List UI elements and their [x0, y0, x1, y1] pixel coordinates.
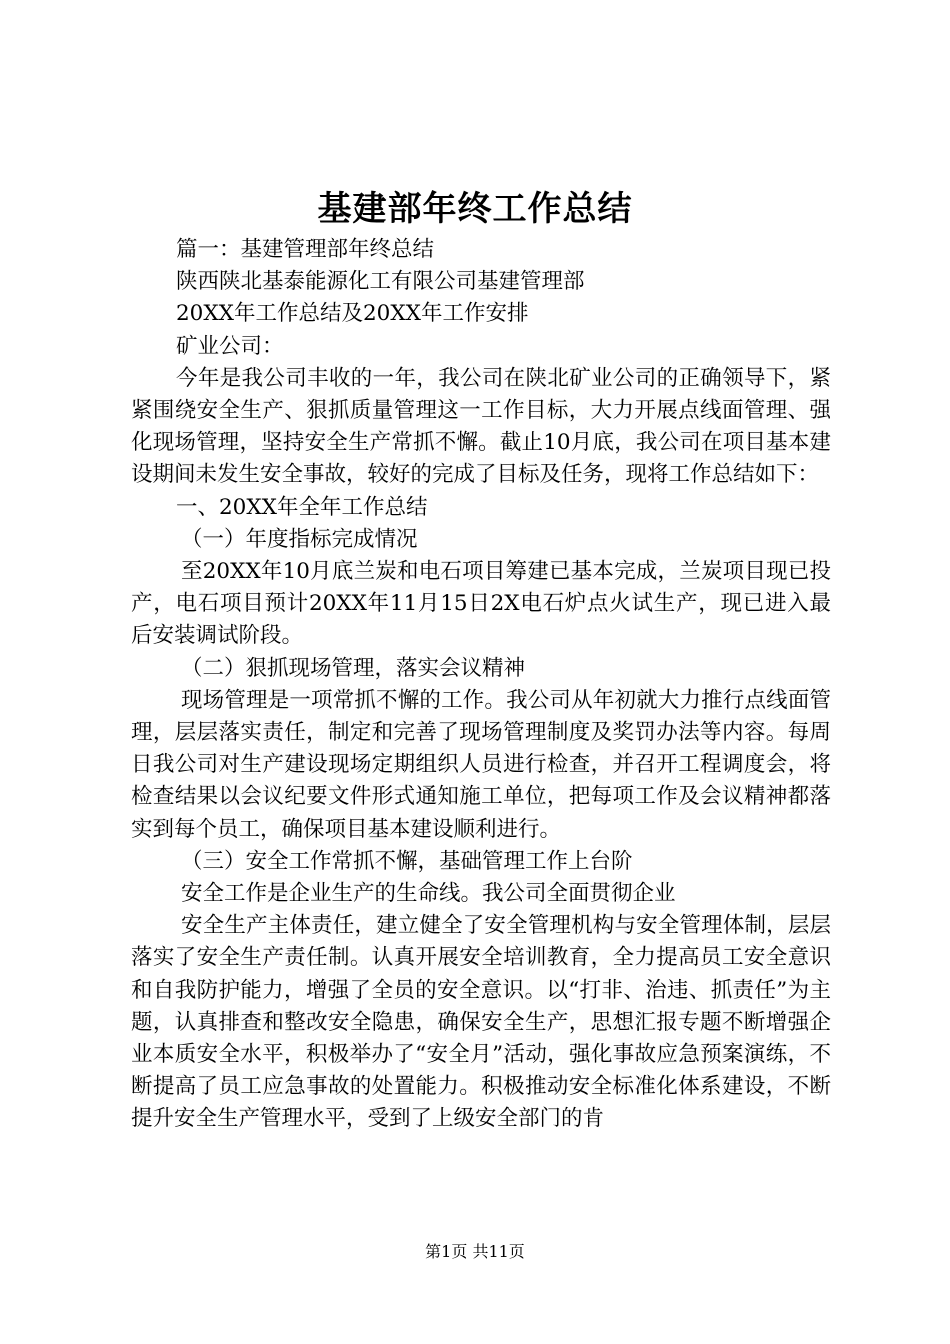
paragraph-addressee: 矿业公司：: [176, 333, 284, 359]
paragraph-subheading-3: （三）安全工作常抓不懈，基础管理工作上台阶: [181, 848, 633, 874]
document-title: 基建部年终工作总结: [317, 189, 633, 229]
paragraph-company-name: 陕西陕北基泰能源化工有限公司基建管理部: [176, 269, 585, 295]
paragraph-subheading-2: （二）狠抓现场管理，落实会议精神: [181, 655, 526, 681]
paragraph-heading-1: 一、20XX年全年工作总结: [176, 494, 428, 520]
document-body: [131, 234, 831, 1136]
paragraph-site-management: 现场管理是一项常抓不懈的工作。我公司从年初就大力推行点线面管理，层层落实责任，制定和完善了现场管理制度及奖罚办法等内容。每周日我公司对生产建设现场定期组织人员进行检查，并召开工程调度会，将检查结果以会议纪要文件形式通知施工单位，把每项工作及会议精神都落实到每个员工，确保项目基本建设顺利进行。: [131, 687, 831, 842]
paragraph-section-heading: 篇一：基建管理部年终总结: [176, 237, 435, 262]
paragraph-subheading-1: （一）年度指标完成情况: [181, 526, 418, 552]
page-footer: 第1页 共11页: [425, 1242, 525, 1261]
paragraph-safety-intro: 安全工作是企业生产的生命线。我公司全面贯彻企业: [181, 881, 676, 907]
paragraph-safety-detail: 安全生产主体责任，建立健全了安全管理机构与安全管理体制，层层落实了安全生产责任制。认真开展安全培训教育，全力提高员工安全意识和自我防护能力，增强了全员的安全意识。以“打非、治违、抓责任”为主题，认真排查和整改安全隐患，确保安全生产，思想汇报专题不断增强企业本质安全水平，积极举办了“安全月”活动，强化事故应急预案演练，不断提高了员工应急事故的处置能力。积极推动安全标准化体系建设，不断提升安全生产管理水平，受到了上级安全部门的肯: [131, 913, 831, 1132]
paragraph-report-subtitle: 20XX年工作总结及20XX年工作安排: [176, 301, 529, 327]
paragraph-indicators: 至20XX年10月底兰炭和电石项目筹建已基本完成，兰炭项目现已投产，电石项目预计20XX年11月15日2X电石炉点火试生产，现已进入最后安装调试阶段。: [131, 559, 831, 649]
paragraph-intro: 今年是我公司丰收的一年，我公司在陕北矿业公司的正确领导下，紧紧围绕安全生产、狠抓质量管理这一工作目标，大力开展点线面管理、强化现场管理，坚持安全生产常抓不懈。截止10月底，我公司在项目基本建设期间未发生安全事故，较好的完成了目标及任务，现将工作总结如下：: [131, 365, 831, 488]
